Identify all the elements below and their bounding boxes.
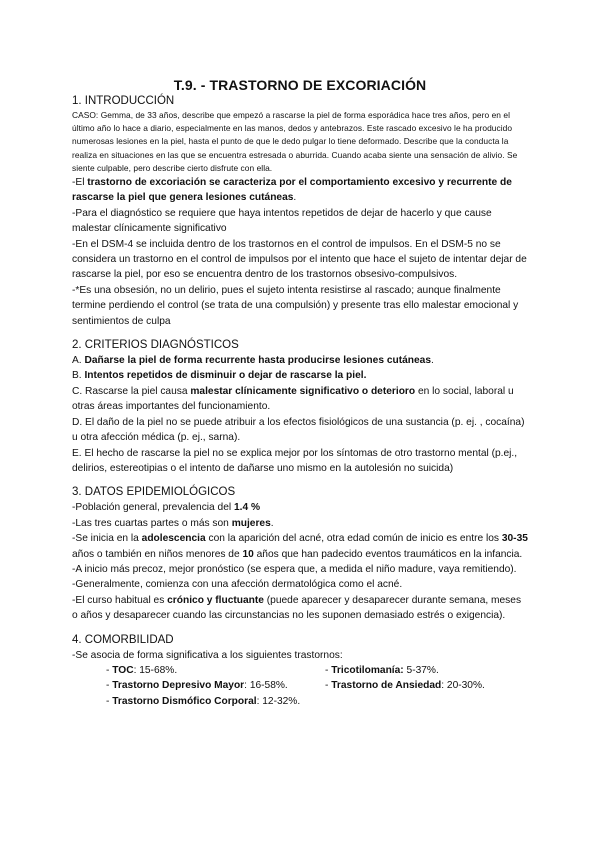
- criterion-e: E. El hecho de rascarse la piel no se explica mejor por los síntomas de otro trastorno mental (p.ej., delirios, estereotipias o el intento de dañarse uno mismo en la autolesión no suicida): [72, 447, 518, 474]
- section-comorbilidad: [72, 633, 528, 710]
- criterion-c: C. Rascarse la piel causa malestar clínicamente significativo o deterioro en lo social, laboral u otras áreas importantes del funcionamiento.: [72, 385, 514, 413]
- comorbidity-intro: -Se asocia de forma significativa a los siguientes trastornos:: [72, 649, 343, 661]
- paragraph-definition: -El trastorno de excoriación se caracteriza por el comportamiento excesivo y recurrente de rascarse la piel que genera lesiones cutáneas.: [72, 177, 512, 204]
- section-heading: 2. CRITERIOS DIAGNÓSTICOS: [72, 339, 239, 352]
- comorbidity-item: - Tricotilomanía: 5-37%.: [325, 664, 439, 676]
- paragraph-obsession: -*Es una obsesión, no un delirio, pues el sujeto intenta resistirse al rascado; aunque finalmente termine perdiendo el control (se trata de una compulsión) y presente tras ello malestar emocional y sentimientos de culpa: [72, 284, 519, 327]
- epi-gender: -Las tres cuartas partes o más son mujeres.: [72, 517, 274, 529]
- case-text: CASO: Gemma, de 33 años, describe que empezó a rascarse la piel de forma esporádica hace tres años, pero en el último año lo hace a diario, especialmente en las manos, dedos y antebrazos. Este rascado excesivo le ha producido numerosas lesiones en la piel, hasta el punto de que le dedo pulgar lo tiene deformado. Describe que la conducta la realiza en situaciones en las que se encuentra estresada o aburrida. Cuando acaba siente una sensación de alivio. Se siente culpable, pero describe cierto disfrute con ella.: [72, 110, 518, 173]
- comorbidity-item: - Trastorno Depresivo Mayor: 16-58%.: [106, 680, 288, 692]
- section-introduccion: [72, 94, 528, 329]
- comorbidity-item: - TOC: 15-68%.: [106, 664, 178, 676]
- comorbidity-list: [72, 663, 528, 709]
- criterion-a: A. Dañarse la piel de forma recurrente hasta producirse lesiones cutáneas.: [72, 355, 434, 367]
- section-epidemiologicos: [72, 485, 528, 623]
- section-heading: 4. COMORBILIDAD: [72, 633, 174, 646]
- paragraph-dsm: -En el DSM-4 se incluida dentro de los trastornos en el control de impulsos. En el DSM-5 no se considera un trastorno en el control de impulsos por el intento que hace el sujeto de intentar dejar de rascarse la piel, por eso se encuentra dentro de los trastornos obsesivo-compulsivos.: [72, 238, 527, 281]
- comorbidity-item: - Trastorno de Ansiedad: 20-30%.: [325, 680, 485, 692]
- epi-prevalence: -Población general, prevalencia del 1.4 %: [72, 502, 261, 514]
- section-heading: 3. DATOS EPIDEMIOLÓGICOS: [72, 486, 236, 499]
- epi-onset: -Se inicia en la adolescencia con la aparición del acné, otra edad común de inicio es entre los 30-35 años o también en niños menores de 10 años que han padecido eventos traumáticos en la infancia.: [72, 533, 528, 560]
- document-title: T.9. - TRASTORNO DE EXCORIACIÓN: [173, 77, 427, 93]
- section-heading: 1. INTRODUCCIÓN: [72, 95, 175, 107]
- paragraph-diagnosis: -Para el diagnóstico se requiere que haya intentos repetidos de dejar de hacerlo y que cause malestar clínicamente significativo: [72, 207, 492, 235]
- epi-dermatologic: -Generalmente, comienza con una afección dermatológica como el acné.: [72, 579, 403, 591]
- epi-prognosis: -A inicio más precoz, mejor pronóstico (se espera que, a medida el niño madure, vaya remitiendo).: [72, 563, 517, 575]
- epi-course: -El curso habitual es crónico y fluctuante (puede aparecer y desaparecer durante semana, meses o años y desaparecer cuando las circunstancias no les suponen demasiado estrés o exigencia).: [72, 594, 522, 622]
- comorbidity-item: - Trastorno Dismófico Corporal: 12-32%.: [106, 695, 301, 707]
- section-criterios: [72, 338, 528, 476]
- criterion-b: B. Intentos repetidos de disminuir o dejar de rascarse la piel.: [72, 370, 367, 382]
- criterion-d: D. El daño de la piel no se puede atribuir a los efectos fisiológicos de una sustancia (p. ej. , cocaína) u otra afección médica (p. ej., sarna).: [72, 416, 525, 444]
